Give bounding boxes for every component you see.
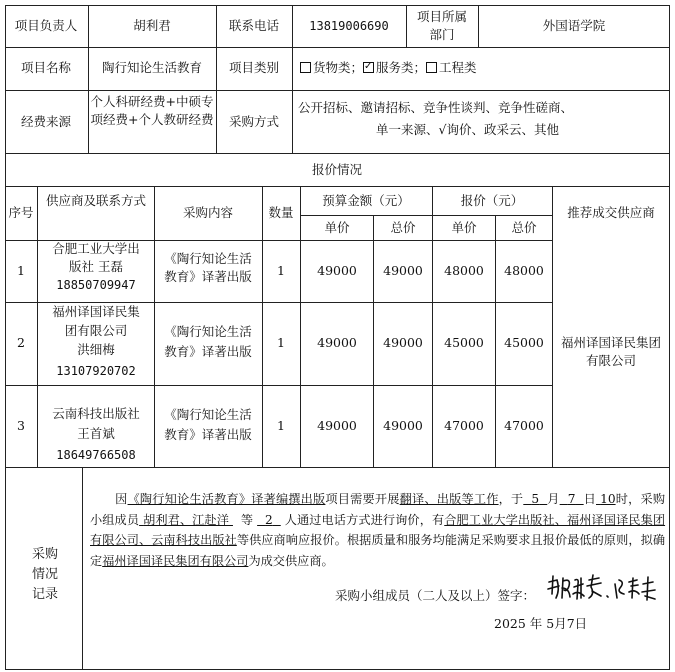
row2-supplier-phone: 13107920702 xyxy=(56,364,136,378)
handwritten-signature-image xyxy=(545,572,665,606)
row2-content-l2: 教育》译著出版 xyxy=(164,344,252,359)
row3-content-l1: 《陶行知论生活 xyxy=(164,407,252,422)
dept-value: 外国语学院 xyxy=(542,18,606,33)
row2-qty: 1 xyxy=(277,335,285,350)
category-options xyxy=(300,59,477,77)
row1-budget-unit: 49000 xyxy=(317,263,357,278)
row3-seq: 3 xyxy=(17,418,25,433)
row3-budget-total: 49000 xyxy=(383,418,423,433)
procurement-method-label: 采购方式 xyxy=(228,114,280,129)
recommended-supplier: 福州译国译民集团有限公司 xyxy=(560,335,661,368)
row3-supplier-phone: 18649766508 xyxy=(56,448,136,462)
category-service[interactable]: ✓ 服务类； xyxy=(363,60,426,75)
row3-quote-unit: 47000 xyxy=(444,418,484,433)
row3-content-l2: 教育》译著出版 xyxy=(164,427,252,442)
leader-label: 项目负责人 xyxy=(14,18,78,33)
row1-seq: 1 xyxy=(17,263,25,278)
row1-quote-total: 48000 xyxy=(504,263,544,278)
row3-supplier-l2: 王首斌 xyxy=(77,426,115,441)
funding-source-value: 个人科研经费+中硕专项经费+个人教研经费 xyxy=(90,94,214,127)
col-quote: 报价（元） xyxy=(460,193,524,208)
leader-value: 胡利君 xyxy=(133,18,171,33)
row2-seq: 2 xyxy=(17,335,25,350)
row2-budget-total: 49000 xyxy=(383,335,423,350)
category-engineering[interactable]: 工程类 xyxy=(426,60,477,75)
checkbox-engineering-icon[interactable] xyxy=(426,62,437,73)
row2-supplier-l2: 团有限公司 xyxy=(64,323,128,338)
procurement-method-line2: 单一来源、√询价、政采云、其他 xyxy=(376,122,559,137)
row2-supplier-l1: 福州译国译民集 xyxy=(52,304,140,319)
col-budget-total: 总价 xyxy=(390,220,416,235)
row2-quote-unit: 45000 xyxy=(444,335,484,350)
phone-label: 联系电话 xyxy=(228,18,280,33)
signature-label: 采购小组成员（二人及以上）签字： xyxy=(335,588,536,603)
project-name-value: 陶行知论生活教育 xyxy=(101,60,203,75)
row1-budget-total: 49000 xyxy=(383,263,423,278)
row1-supplier-l2: 版社 王磊 xyxy=(69,259,123,274)
row1-supplier-phone: 18850709947 xyxy=(56,278,136,292)
phone-value: 13819006690 xyxy=(309,19,389,33)
col-qty: 数量 xyxy=(268,205,294,220)
col-supplier: 供应商及联系方式 xyxy=(45,193,146,208)
record-date: 2025 年 5月7日 xyxy=(494,616,588,631)
checkbox-service-checked-icon[interactable] xyxy=(363,62,374,73)
col-quote-unit: 单价 xyxy=(451,220,477,235)
row2-content-l1: 《陶行知论生活 xyxy=(164,324,252,339)
row1-content-l2: 教育》译著出版 xyxy=(164,269,252,284)
col-budget-unit: 单价 xyxy=(324,220,350,235)
col-content: 采购内容 xyxy=(182,205,234,220)
category-goods[interactable]: 货物类； xyxy=(300,60,363,75)
row1-content-l1: 《陶行知论生活 xyxy=(164,251,252,266)
procurement-method-line1: 公开招标、邀请招标、竞争性谈判、竞争性磋商、 xyxy=(298,100,574,115)
record-paragraph: 因《陶行知论生活教育》译著编撰出版项目需要开展翻译、出版等工作，于 5 月 7 日 10时，采购小组成员 胡利君、江赴洋 等 2 人通过电话方式进行询价，有合肥工业大学出版社、福州译国译民集团有限公司、云南科技出版社等供应商响应报价。根据质量和服务均能满足采购要求且报价最低的原则，拟确定福州译国译民集团有限公司为成交供应商。 xyxy=(90,492,666,568)
checkbox-goods-icon[interactable] xyxy=(300,62,311,73)
project-category-label: 项目类别 xyxy=(228,60,280,75)
row1-qty: 1 xyxy=(277,263,285,278)
col-quote-total: 总价 xyxy=(511,220,537,235)
record-label: 采购情况记录 xyxy=(31,547,58,602)
quote-section-title: 报价情况 xyxy=(311,162,363,177)
row3-budget-unit: 49000 xyxy=(317,418,357,433)
row2-supplier-l3: 洪细梅 xyxy=(77,342,115,357)
col-recommend: 推荐成交供应商 xyxy=(567,205,655,220)
funding-source-label: 经费来源 xyxy=(20,114,72,129)
project-name-label: 项目名称 xyxy=(20,60,72,75)
col-budget: 预算金额（元） xyxy=(322,193,410,208)
row3-supplier-l1: 云南科技出版社 xyxy=(52,406,140,421)
row3-qty: 1 xyxy=(277,418,285,433)
row2-budget-unit: 49000 xyxy=(317,335,357,350)
row1-quote-unit: 48000 xyxy=(444,263,484,278)
row2-quote-total: 45000 xyxy=(504,335,544,350)
col-seq: 序号 xyxy=(8,205,34,220)
row3-quote-total: 47000 xyxy=(504,418,544,433)
row1-supplier-l1: 合肥工业大学出 xyxy=(52,241,140,256)
dept-label: 项目所属部门 xyxy=(416,9,467,42)
